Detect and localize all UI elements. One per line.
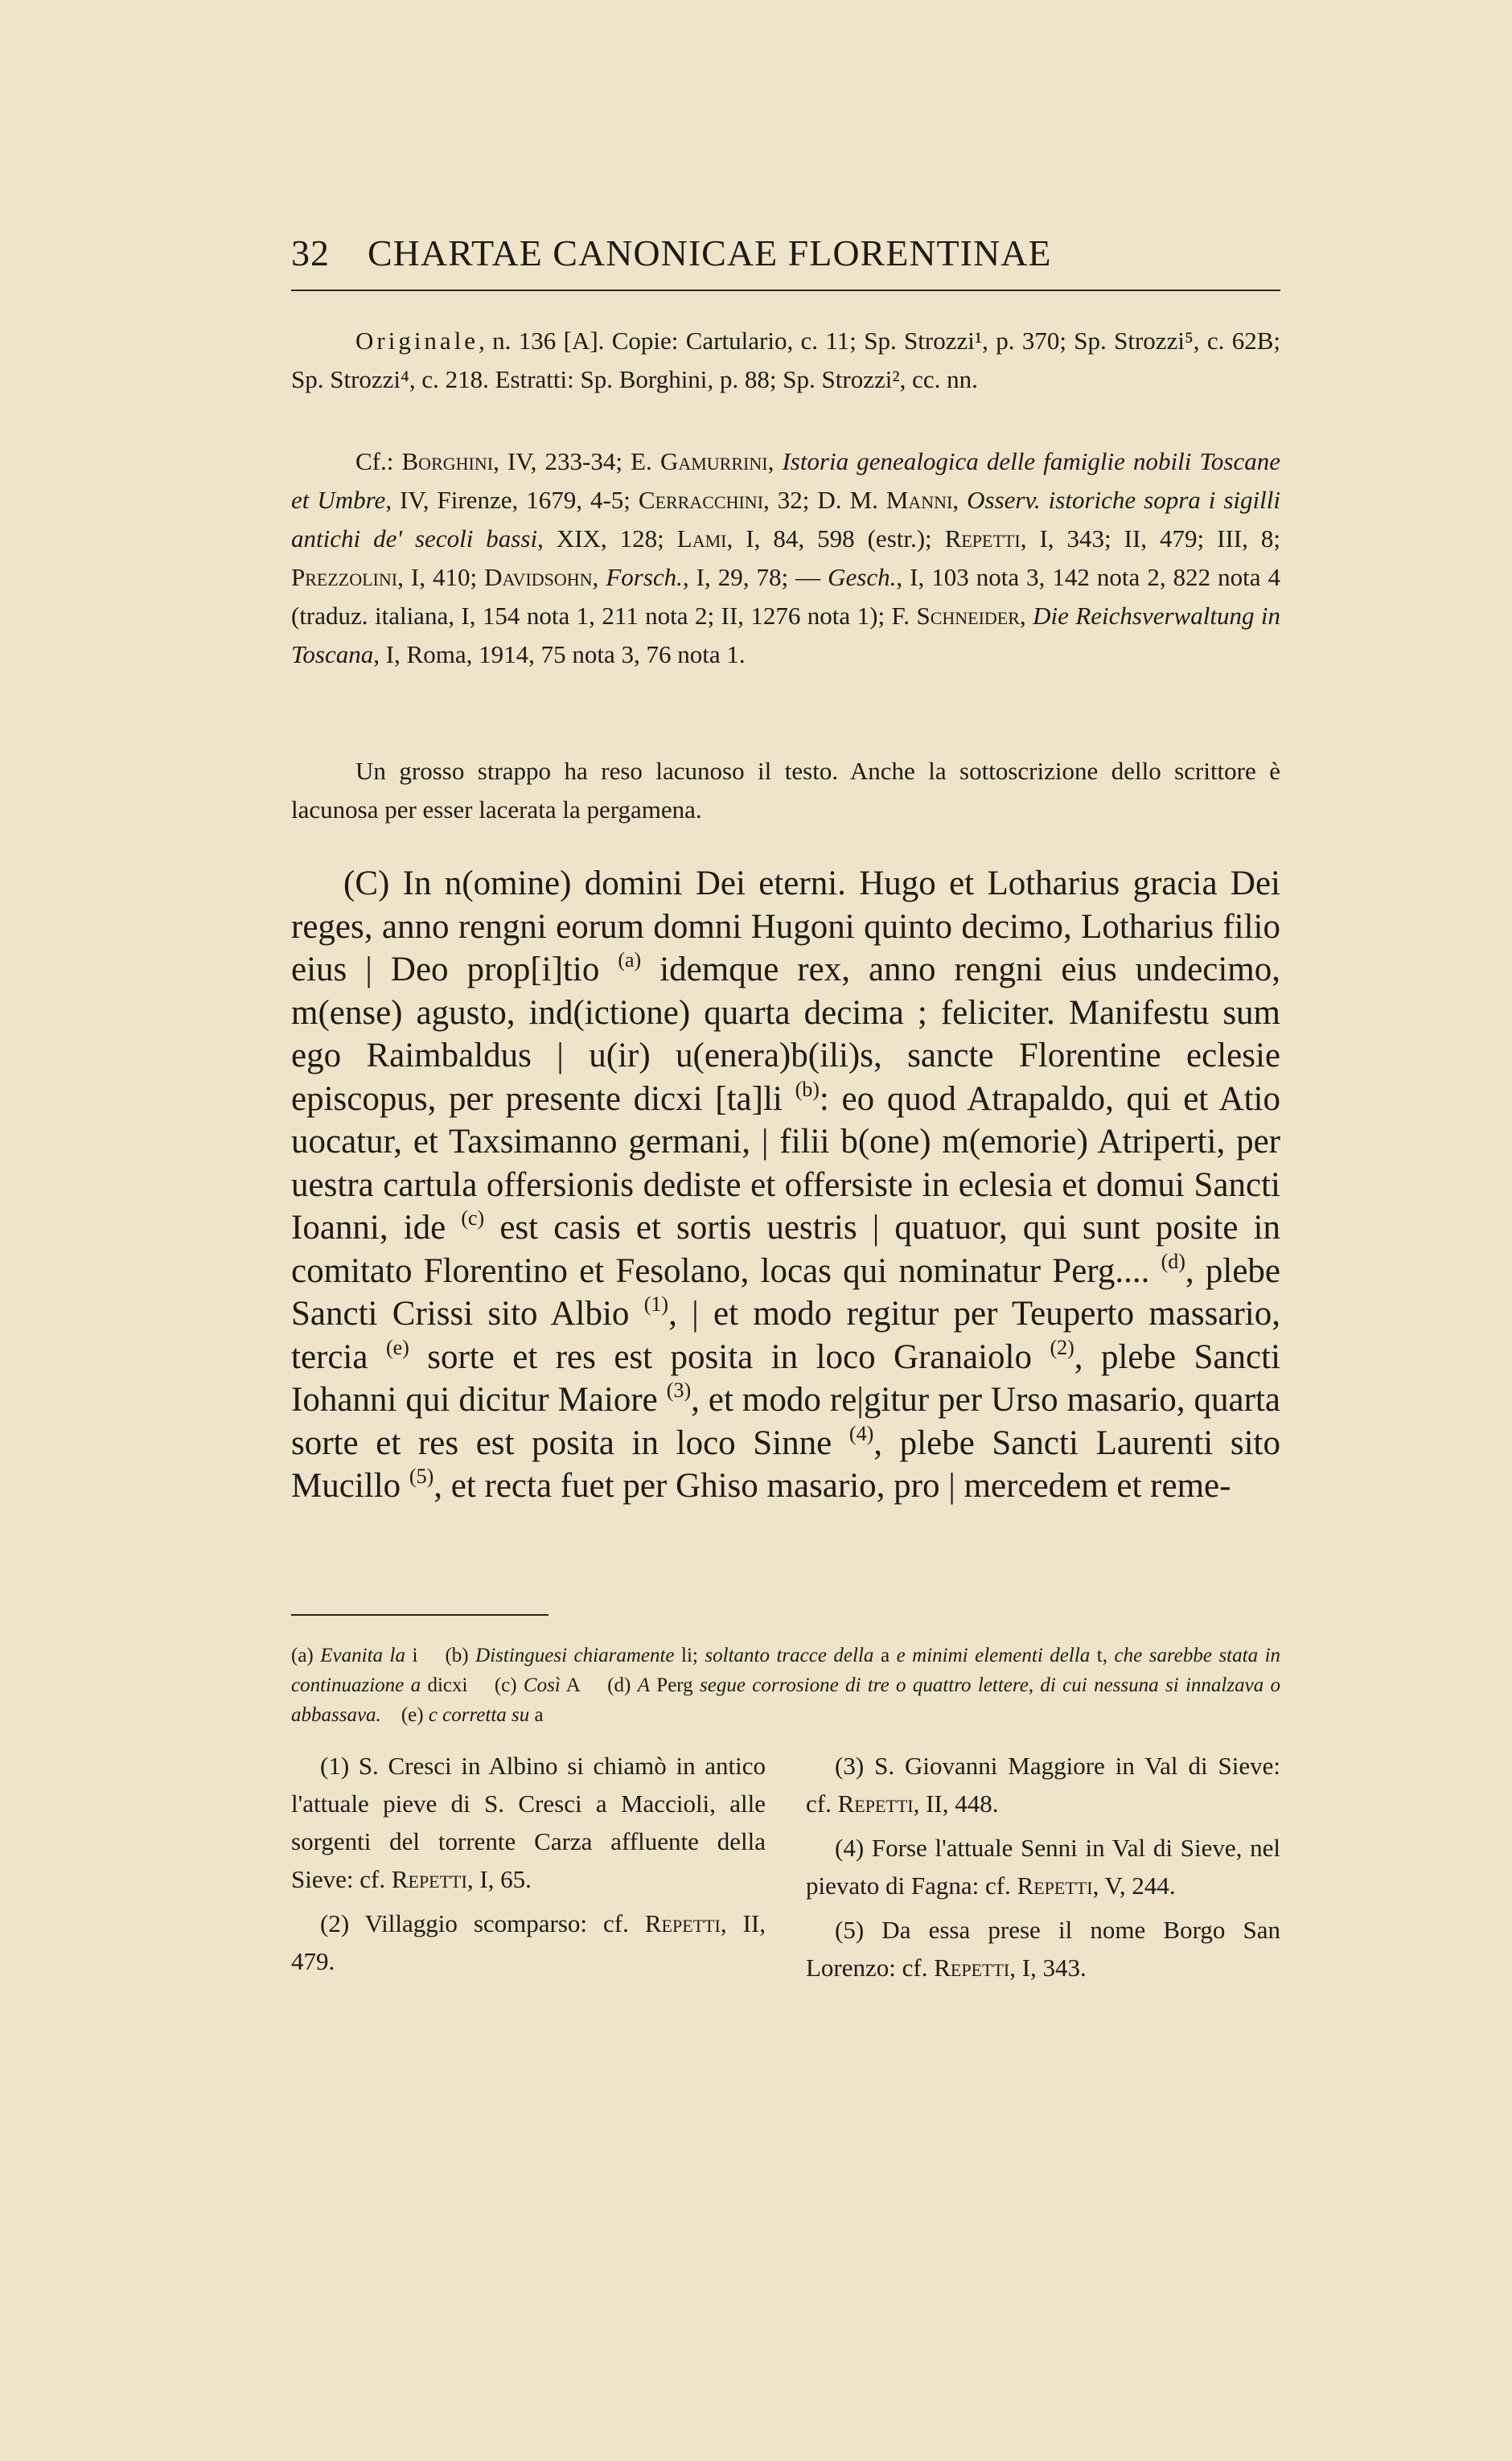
footnote (806, 1829, 1280, 1904)
work-title: Die Reichsverwaltung in Toscana (291, 602, 1280, 668)
cf-text: , (1019, 602, 1033, 630)
apparatus-note: A (637, 1674, 650, 1696)
work-title: Istoria genealogica delle famiglie nobili Toscane et Umbre (291, 447, 1280, 514)
originale-label: Originale (355, 327, 479, 355)
tear-note (291, 752, 1280, 829)
footnote-text: , I, 343. (1009, 1954, 1087, 1982)
footnote-text: (5) Da essa prese il nome Borgo San Lorenzo: cf. (806, 1916, 1280, 1982)
author: Repetti (391, 1865, 467, 1893)
charter-segment: , | et modo regitur per Teuperto massario, tercia (291, 1295, 1281, 1376)
author: Repetti (1017, 1871, 1093, 1900)
footnote (806, 1747, 1280, 1822)
cf-text: , IV, Firenze, 1679, 4-5; (385, 486, 639, 514)
apparatus-note: a (529, 1704, 544, 1726)
footnote-marker: (3) (666, 1378, 692, 1402)
source-notes (291, 322, 1280, 399)
apparatus-note: e minimi elementi della (896, 1645, 1091, 1666)
apparatus-note: i (405, 1645, 418, 1666)
work-title: Gesch. (828, 563, 897, 591)
footnote-text: (2) Villaggio scomparso: cf. (320, 1909, 645, 1937)
footnote-text: (1) S. Cresci in Albino si chiamò in antico l'attuale pieve di S. Cresci a Maccioli, alle sorgenti del torrente Carza affluente della Sieve: cf. (291, 1752, 766, 1893)
charter-segment: idemque rex, anno rengni eius undecimo, m(ense) agusto, ind(ictione) quarta decima ; feliciter. Manifestu sum ego Raimbaldus | u(ir) u(enera)b(ili)s, sancte Florentine eclesie episcopus, per presente dicxi [ta]li (291, 951, 1281, 1118)
footnote (291, 1904, 766, 1980)
apparatus-marker: (b) (795, 1077, 820, 1101)
footnote-text: , II, 479. (291, 1909, 766, 1975)
charter-segment: , plebe Sancti Laurenti sito Mucillo (291, 1424, 1280, 1505)
cf-text: Cf.: (355, 447, 402, 475)
footnote-text: , I, 65. (466, 1865, 532, 1893)
footnote-text: , II, 448. (913, 1789, 999, 1818)
cf-text: , I, Roma, 1914, 75 nota 3, 76 nota 1. (373, 640, 746, 668)
cf-text: , (592, 563, 606, 591)
footnote-rule (291, 1614, 549, 1616)
apparatus-note: a (873, 1645, 897, 1666)
author: Borghini (401, 447, 494, 475)
footnotes-right-column (806, 1747, 1280, 1993)
apparatus-marker: (e) (385, 1335, 409, 1359)
apparatus-mark: (e) (401, 1704, 424, 1726)
running-header (291, 232, 1280, 274)
charter-text (291, 862, 1280, 1508)
apparatus-note: Così (523, 1674, 561, 1696)
charter-segment: , et modo re|gitur per Urso masario, quarta sorte et res est posita in loco Sinne (291, 1381, 1280, 1462)
apparatus-note: dicxi (421, 1674, 468, 1696)
charter-segment: est casis et sortis uestris | quatuor, qui sunt posite in comitato Florentino et Fesolano, locas qui nominatur Perg.... (291, 1209, 1281, 1290)
author: Repetti (644, 1909, 721, 1937)
page-number: 32 (291, 232, 330, 273)
apparatus-mark: (a) (291, 1645, 314, 1666)
author: Prezzolini (291, 563, 398, 591)
author: Lami (676, 524, 727, 553)
charter-segment: (C) In n(omine) domini Dei eterni. Hugo et Lotharius gracia Dei reges, anno rengni eorum domni Hugoni quinto decimo, Lotharius filio eius | Deo prop[i]tio (291, 865, 1280, 988)
originale-text: , n. 136 [A]. Copie: Cartulario, c. 11; Sp. Strozzi¹, p. 370; Sp. Strozzi⁵, c. 62B; Sp. Strozzi⁴, c. 218. Estratti: Sp. Borghini, p. 88; Sp. Strozzi², cc. nn. (291, 327, 1280, 393)
apparatus-mark: (b) (445, 1645, 469, 1666)
apparatus-note: c corretta su (428, 1704, 530, 1726)
footnotes-left-column (291, 1747, 766, 1993)
work-title: Forsch. (606, 563, 683, 591)
charter-segment: , plebe Sancti Crissi sito Albio (291, 1251, 1280, 1333)
cf-text: , I, 103 nota 3, 142 nota 2, 822 nota 4 (traduz. italiana, I, 154 nota 1, 211 nota 2; II, 1276 nota 1); F. (291, 563, 1280, 630)
apparatus-note: Evanita la (320, 1645, 405, 1666)
footnote-marker: (2) (1050, 1335, 1074, 1359)
author: Repetti (934, 1954, 1010, 1982)
apparatus-note: segue corrosione di tre o quattro lettere, di cui nessuna si innalzava o abbassava. (291, 1674, 1281, 1726)
cf-text: , I, 29, 78; — (682, 563, 828, 591)
cf-text: , I, 84, 598 (estr.); (726, 524, 945, 553)
charter-segment: , et recta fuet per Ghiso masario, pro | mercedem et reme- (433, 1467, 1231, 1505)
cf-text: , 32; D. M. (763, 486, 886, 514)
author: Manni (885, 486, 953, 514)
cf-paragraph (291, 442, 1280, 674)
apparatus-mark: (c) (494, 1674, 517, 1696)
charter-segment: , plebe Sancti Iohanni qui dicitur Maiore (291, 1337, 1281, 1419)
apparatus-note: Perg (649, 1674, 701, 1696)
bibliography (291, 442, 1280, 674)
strappo-paragraph: Un grosso strappo ha reso lacunoso il testo. Anche la sottoscrizione dello scrittore è lacunosa per esser lacerata la pergamena. (291, 757, 1280, 824)
author: Davidsohn (484, 563, 593, 591)
footnote (806, 1911, 1280, 1986)
historical-footnotes (291, 1747, 1280, 1993)
running-title: CHARTAE CANONICAE FLORENTINAE (368, 232, 1052, 273)
footnote (291, 1747, 766, 1898)
cf-text: , I, 343; II, 479; III, 8; (1020, 524, 1280, 553)
apparatus-note: Distinguesi chiaramente (475, 1645, 675, 1666)
footnote-text: (4) Forse l'attuale Senni in Val di Sieve, nel pievato di Fagna: cf. (806, 1834, 1280, 1900)
work-title: Osserv. istoriche sopra i sigilli antichi de' secoli bassi (291, 486, 1280, 553)
cf-text: , (767, 447, 783, 475)
cf-text: , I, 410; (397, 563, 485, 591)
cf-text: , IV, 233-34; E. (493, 447, 660, 475)
cf-text: , XIX, 128; (537, 524, 677, 553)
footnote-marker: (4) (848, 1421, 874, 1445)
apparatus-marker: (c) (461, 1206, 485, 1230)
cf-text: , (952, 486, 968, 514)
footnote-text: (3) S. Giovanni Maggiore in Val di Sieve: cf. (806, 1752, 1280, 1818)
author: Repetti (837, 1789, 914, 1818)
originale-paragraph (291, 322, 1280, 399)
charter-segment: sorte et res est posita in loco Granaiolo (409, 1337, 1032, 1376)
apparatus-note: A (560, 1674, 581, 1696)
apparatus-marker: (d) (1161, 1249, 1185, 1273)
apparatus-mark: (d) (607, 1674, 631, 1696)
apparatus-marker: (a) (618, 948, 642, 972)
footnote-text: , V, 244. (1092, 1871, 1176, 1900)
header-rule (291, 290, 1280, 291)
author: Gamurrini (659, 447, 768, 475)
apparatus-note: soltanto tracce della (705, 1645, 874, 1666)
footnote-marker: (1) (643, 1292, 669, 1316)
author: Repetti (944, 524, 1021, 553)
charter-segment: : eo quod Atrapaldo, qui et Atio uocatur, et Taxsimanno germani, | filii b(one) m(emorie) Atriperti, per uestra cartula offersionis dediste et offersiste in eclesia et domui Sancti Ioanni, ide (291, 1079, 1281, 1247)
charter-paragraph (291, 862, 1280, 1508)
apparatus-note: che sarebbe stata in continuazione a (291, 1645, 1281, 1696)
apparatus-note: t, (1090, 1645, 1115, 1666)
footnote-marker: (5) (409, 1465, 434, 1488)
critical-apparatus (291, 1641, 1280, 1730)
author: Schneider (916, 602, 1020, 630)
author: Cerracchini (638, 486, 764, 514)
apparatus-note: li; (674, 1645, 705, 1666)
